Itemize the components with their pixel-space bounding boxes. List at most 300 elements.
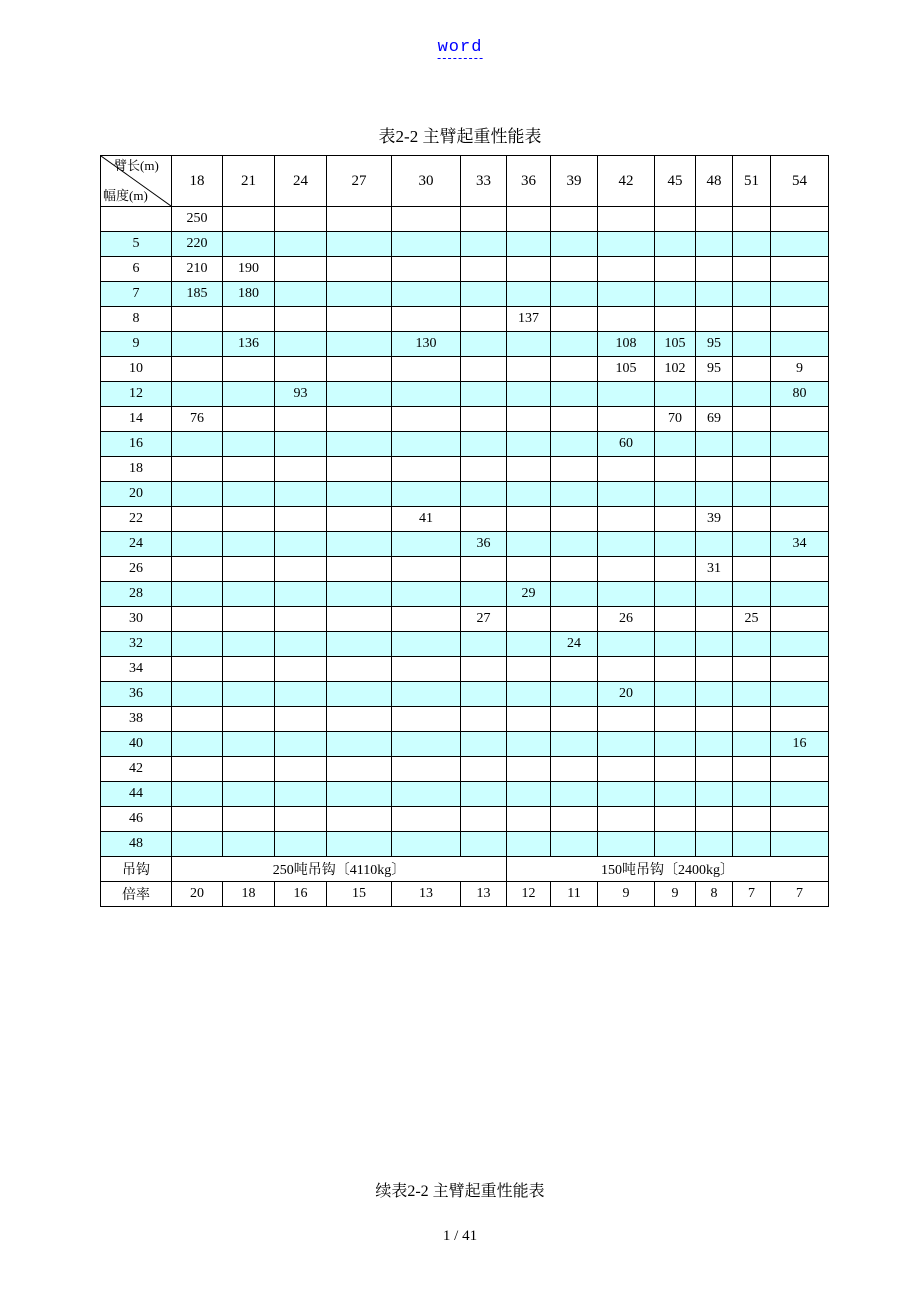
load-value-cell: [461, 382, 507, 407]
load-value-cell: [733, 782, 771, 807]
load-value-cell: [598, 507, 655, 532]
load-value-cell: [223, 682, 275, 707]
load-value-cell: [461, 732, 507, 757]
load-value-cell: [461, 507, 507, 532]
load-value-cell: [461, 807, 507, 832]
load-value-cell: [696, 582, 733, 607]
load-value-cell: 185: [172, 282, 223, 307]
load-value-cell: [598, 382, 655, 407]
load-value-cell: [327, 657, 392, 682]
load-value-cell: [696, 482, 733, 507]
load-value-cell: [598, 782, 655, 807]
load-value-cell: [655, 832, 696, 857]
load-value-cell: [771, 782, 829, 807]
load-value-cell: [461, 482, 507, 507]
ratio-value-cell: 15: [327, 882, 392, 907]
load-value-cell: [275, 282, 327, 307]
boom-length-header: 45: [655, 156, 696, 207]
load-value-cell: [551, 382, 598, 407]
load-value-cell: [655, 632, 696, 657]
load-value-cell: [172, 807, 223, 832]
load-value-cell: [461, 457, 507, 482]
load-value-cell: [327, 332, 392, 357]
load-value-cell: [696, 207, 733, 232]
load-value-cell: [507, 407, 551, 432]
radius-cell: 6: [101, 257, 172, 282]
radius-cell: 40: [101, 732, 172, 757]
load-value-cell: [655, 657, 696, 682]
load-value-cell: [392, 482, 461, 507]
load-value-cell: [327, 382, 392, 407]
load-value-cell: [275, 257, 327, 282]
load-value-cell: [223, 807, 275, 832]
load-value-cell: [551, 207, 598, 232]
boom-length-header: 54: [771, 156, 829, 207]
ratio-value-cell: 7: [733, 882, 771, 907]
load-value-cell: [223, 582, 275, 607]
load-value-cell: [598, 582, 655, 607]
hook-label-cell: 吊钩: [101, 857, 172, 882]
load-value-cell: 108: [598, 332, 655, 357]
load-value-cell: [392, 307, 461, 332]
load-value-cell: [461, 582, 507, 607]
load-value-cell: [598, 232, 655, 257]
load-value-cell: 190: [223, 257, 275, 282]
load-value-cell: 210: [172, 257, 223, 282]
load-value-cell: [461, 332, 507, 357]
load-value-cell: [733, 507, 771, 532]
load-value-cell: [223, 732, 275, 757]
table-row: [101, 257, 829, 282]
radius-cell: 12: [101, 382, 172, 407]
radius-cell: 36: [101, 682, 172, 707]
load-value-cell: [275, 407, 327, 432]
load-value-cell: [551, 407, 598, 432]
load-value-cell: [733, 282, 771, 307]
load-value-cell: [275, 732, 327, 757]
load-value-cell: [327, 782, 392, 807]
load-value-cell: [696, 707, 733, 732]
load-value-cell: [223, 632, 275, 657]
load-value-cell: [461, 257, 507, 282]
load-value-cell: [733, 832, 771, 857]
table-row: [101, 707, 829, 732]
load-value-cell: [172, 507, 223, 532]
load-value-cell: [696, 257, 733, 282]
load-value-cell: [551, 832, 598, 857]
load-value-cell: [223, 432, 275, 457]
load-value-cell: 69: [696, 407, 733, 432]
load-value-cell: [461, 782, 507, 807]
corner-label-boom-length: 臂长(m): [114, 158, 159, 173]
ratio-value-cell: 7: [771, 882, 829, 907]
load-value-cell: [771, 707, 829, 732]
load-value-cell: [172, 457, 223, 482]
table-row: [101, 607, 829, 632]
load-value-cell: [223, 457, 275, 482]
load-value-cell: 31: [696, 557, 733, 582]
load-value-cell: [696, 232, 733, 257]
load-value-cell: [771, 832, 829, 857]
radius-cell: 22: [101, 507, 172, 532]
load-value-cell: [507, 257, 551, 282]
load-value-cell: [275, 532, 327, 557]
boom-length-header: 42: [598, 156, 655, 207]
load-value-cell: [392, 732, 461, 757]
load-value-cell: [461, 357, 507, 382]
table-row: [101, 782, 829, 807]
load-value-cell: [223, 657, 275, 682]
load-value-cell: [275, 782, 327, 807]
load-value-cell: 76: [172, 407, 223, 432]
load-value-cell: 250: [172, 207, 223, 232]
load-value-cell: [598, 207, 655, 232]
load-value-cell: [392, 232, 461, 257]
load-value-cell: [655, 282, 696, 307]
load-value-cell: [551, 807, 598, 832]
load-value-cell: [327, 257, 392, 282]
radius-cell: 30: [101, 607, 172, 632]
load-value-cell: [598, 532, 655, 557]
radius-cell: 28: [101, 582, 172, 607]
load-value-cell: [275, 307, 327, 332]
load-value-cell: 41: [392, 507, 461, 532]
load-value-cell: [172, 607, 223, 632]
radius-cell: 18: [101, 457, 172, 482]
table-row: [101, 582, 829, 607]
load-value-cell: [392, 557, 461, 582]
load-value-cell: 136: [223, 332, 275, 357]
load-value-cell: [696, 807, 733, 832]
load-value-cell: [696, 682, 733, 707]
load-value-cell: 102: [655, 357, 696, 382]
load-value-cell: [733, 482, 771, 507]
word-link[interactable]: word: [437, 38, 483, 57]
hook-type-cell-right: 150吨吊钩〔2400kg〕: [507, 857, 829, 882]
load-value-cell: 105: [655, 332, 696, 357]
load-value-cell: [598, 832, 655, 857]
load-value-cell: [172, 557, 223, 582]
load-value-cell: [733, 707, 771, 732]
load-value-cell: [172, 832, 223, 857]
load-value-cell: [733, 532, 771, 557]
load-value-cell: [771, 482, 829, 507]
load-value-cell: [771, 257, 829, 282]
load-value-cell: [733, 307, 771, 332]
load-value-cell: [461, 832, 507, 857]
ratio-value-cell: 13: [392, 882, 461, 907]
load-value-cell: [733, 332, 771, 357]
load-value-cell: [392, 407, 461, 432]
radius-cell: 5: [101, 232, 172, 257]
boom-length-header: 33: [461, 156, 507, 207]
ratio-value-cell: 9: [598, 882, 655, 907]
load-value-cell: [275, 682, 327, 707]
load-value-cell: [507, 782, 551, 807]
load-value-cell: [598, 457, 655, 482]
continued-table-title: 续表2-2 主臂起重性能表: [375, 1183, 545, 1200]
load-value-cell: [551, 782, 598, 807]
load-value-cell: [275, 432, 327, 457]
load-value-cell: [461, 657, 507, 682]
load-value-cell: 95: [696, 332, 733, 357]
load-value-cell: [327, 707, 392, 732]
load-value-cell: 220: [172, 232, 223, 257]
load-value-cell: [275, 232, 327, 257]
table-row: [101, 682, 829, 707]
load-value-cell: 93: [275, 382, 327, 407]
load-value-cell: [223, 307, 275, 332]
load-value-cell: [275, 332, 327, 357]
boom-length-header: 30: [392, 156, 461, 207]
load-value-cell: [461, 632, 507, 657]
load-value-cell: [392, 432, 461, 457]
load-value-cell: [655, 582, 696, 607]
ratio-value-cell: 20: [172, 882, 223, 907]
load-value-cell: [392, 207, 461, 232]
load-value-cell: [327, 432, 392, 457]
load-value-cell: [507, 657, 551, 682]
load-value-cell: 180: [223, 282, 275, 307]
hook-row: [101, 857, 829, 882]
ratio-row: [101, 882, 829, 907]
load-value-cell: 27: [461, 607, 507, 632]
load-value-cell: [551, 282, 598, 307]
table-row: [101, 507, 829, 532]
load-value-cell: [771, 407, 829, 432]
load-value-cell: [461, 207, 507, 232]
radius-cell: 44: [101, 782, 172, 807]
load-value-cell: [655, 782, 696, 807]
load-value-cell: 26: [598, 607, 655, 632]
ratio-value-cell: 13: [461, 882, 507, 907]
page-number: 1 / 41: [442, 1228, 478, 1244]
load-value-cell: [327, 632, 392, 657]
load-value-cell: [507, 532, 551, 557]
load-value-cell: [275, 607, 327, 632]
load-value-cell: [733, 582, 771, 607]
load-value-cell: [771, 557, 829, 582]
load-value-cell: [461, 557, 507, 582]
load-value-cell: [223, 407, 275, 432]
table-row: [101, 557, 829, 582]
load-value-cell: [655, 732, 696, 757]
load-value-cell: [461, 407, 507, 432]
load-value-cell: [696, 532, 733, 557]
load-value-cell: [733, 432, 771, 457]
load-value-cell: 80: [771, 382, 829, 407]
load-value-cell: [655, 382, 696, 407]
load-value-cell: [507, 382, 551, 407]
load-value-cell: [771, 807, 829, 832]
radius-cell: 42: [101, 757, 172, 782]
ratio-value-cell: 16: [275, 882, 327, 907]
load-value-cell: [172, 357, 223, 382]
load-value-cell: [275, 357, 327, 382]
boom-length-header: 39: [551, 156, 598, 207]
load-value-cell: [327, 457, 392, 482]
ratio-value-cell: 9: [655, 882, 696, 907]
table-row: [101, 632, 829, 657]
load-value-cell: [696, 307, 733, 332]
load-value-cell: 34: [771, 532, 829, 557]
load-value-cell: [223, 757, 275, 782]
lifting-performance-table: [100, 155, 829, 907]
load-value-cell: [733, 732, 771, 757]
load-value-cell: [771, 657, 829, 682]
load-value-cell: [507, 757, 551, 782]
load-value-cell: [327, 307, 392, 332]
load-value-cell: [461, 307, 507, 332]
table-row: [101, 807, 829, 832]
load-value-cell: [598, 307, 655, 332]
load-value-cell: [392, 832, 461, 857]
load-value-cell: [551, 757, 598, 782]
load-value-cell: [392, 807, 461, 832]
table-row: [101, 657, 829, 682]
radius-cell: 32: [101, 632, 172, 657]
load-value-cell: [655, 207, 696, 232]
load-value-cell: [275, 507, 327, 532]
load-value-cell: [507, 282, 551, 307]
load-value-cell: 95: [696, 357, 733, 382]
load-value-cell: [327, 557, 392, 582]
table-row: [101, 482, 829, 507]
load-value-cell: 36: [461, 532, 507, 557]
load-value-cell: [771, 507, 829, 532]
load-value-cell: 25: [733, 607, 771, 632]
boom-length-header: 18: [172, 156, 223, 207]
table-row: [101, 432, 829, 457]
load-value-cell: [696, 832, 733, 857]
load-value-cell: [223, 832, 275, 857]
load-value-cell: [696, 782, 733, 807]
load-value-cell: [172, 332, 223, 357]
load-value-cell: [696, 457, 733, 482]
load-value-cell: [655, 482, 696, 507]
load-value-cell: [551, 457, 598, 482]
load-value-cell: [392, 382, 461, 407]
load-value-cell: [461, 432, 507, 457]
radius-cell: 24: [101, 532, 172, 557]
load-value-cell: 16: [771, 732, 829, 757]
load-value-cell: [392, 582, 461, 607]
ratio-value-cell: 12: [507, 882, 551, 907]
load-value-cell: [327, 282, 392, 307]
load-value-cell: [275, 807, 327, 832]
load-value-cell: [733, 682, 771, 707]
boom-length-header: 21: [223, 156, 275, 207]
load-value-cell: [507, 607, 551, 632]
corner-cell: [101, 156, 172, 207]
load-value-cell: [696, 632, 733, 657]
load-value-cell: [507, 357, 551, 382]
radius-cell: 26: [101, 557, 172, 582]
load-value-cell: [223, 482, 275, 507]
load-value-cell: [598, 407, 655, 432]
load-value-cell: [771, 757, 829, 782]
load-value-cell: [733, 632, 771, 657]
boom-length-header: 24: [275, 156, 327, 207]
ratio-value-cell: 11: [551, 882, 598, 907]
load-value-cell: [461, 682, 507, 707]
load-value-cell: [461, 232, 507, 257]
load-value-cell: [551, 707, 598, 732]
table-row: [101, 407, 829, 432]
load-value-cell: [771, 632, 829, 657]
load-value-cell: [733, 257, 771, 282]
ratio-label-cell: 倍率: [101, 882, 172, 907]
table-row: [101, 757, 829, 782]
load-value-cell: [551, 432, 598, 457]
load-value-cell: [223, 532, 275, 557]
load-value-cell: [392, 282, 461, 307]
load-value-cell: [696, 382, 733, 407]
load-value-cell: [771, 282, 829, 307]
load-value-cell: [275, 482, 327, 507]
load-value-cell: 105: [598, 357, 655, 382]
radius-cell: 46: [101, 807, 172, 832]
load-value-cell: [733, 557, 771, 582]
load-value-cell: [392, 607, 461, 632]
load-value-cell: [392, 632, 461, 657]
load-value-cell: [655, 507, 696, 532]
load-value-cell: [172, 707, 223, 732]
load-value-cell: [327, 407, 392, 432]
load-value-cell: [771, 232, 829, 257]
radius-cell: 10: [101, 357, 172, 382]
ratio-value-cell: 8: [696, 882, 733, 907]
load-value-cell: 137: [507, 307, 551, 332]
load-value-cell: [696, 607, 733, 632]
load-value-cell: [223, 207, 275, 232]
load-value-cell: [275, 657, 327, 682]
table-row: [101, 207, 829, 232]
load-value-cell: [655, 232, 696, 257]
load-value-cell: [172, 307, 223, 332]
load-value-cell: 20: [598, 682, 655, 707]
load-value-cell: [551, 507, 598, 532]
load-value-cell: [598, 807, 655, 832]
table-row: [101, 532, 829, 557]
load-value-cell: [275, 457, 327, 482]
load-value-cell: [598, 557, 655, 582]
load-value-cell: [655, 707, 696, 732]
load-value-cell: 39: [696, 507, 733, 532]
table-row: [101, 732, 829, 757]
load-value-cell: [172, 632, 223, 657]
load-value-cell: [733, 382, 771, 407]
radius-cell: 34: [101, 657, 172, 682]
load-value-cell: [327, 482, 392, 507]
load-value-cell: [172, 732, 223, 757]
load-value-cell: [507, 807, 551, 832]
load-value-cell: 70: [655, 407, 696, 432]
load-value-cell: [771, 307, 829, 332]
load-value-cell: [551, 532, 598, 557]
load-value-cell: [551, 257, 598, 282]
load-value-cell: [598, 732, 655, 757]
load-value-cell: [733, 757, 771, 782]
load-value-cell: [771, 432, 829, 457]
load-value-cell: 60: [598, 432, 655, 457]
load-value-cell: [275, 582, 327, 607]
load-value-cell: [771, 457, 829, 482]
load-value-cell: [327, 357, 392, 382]
hook-type-cell-left: 250吨吊钩〔4110kg〕: [172, 857, 507, 882]
boom-length-header: 27: [327, 156, 392, 207]
load-value-cell: [392, 682, 461, 707]
